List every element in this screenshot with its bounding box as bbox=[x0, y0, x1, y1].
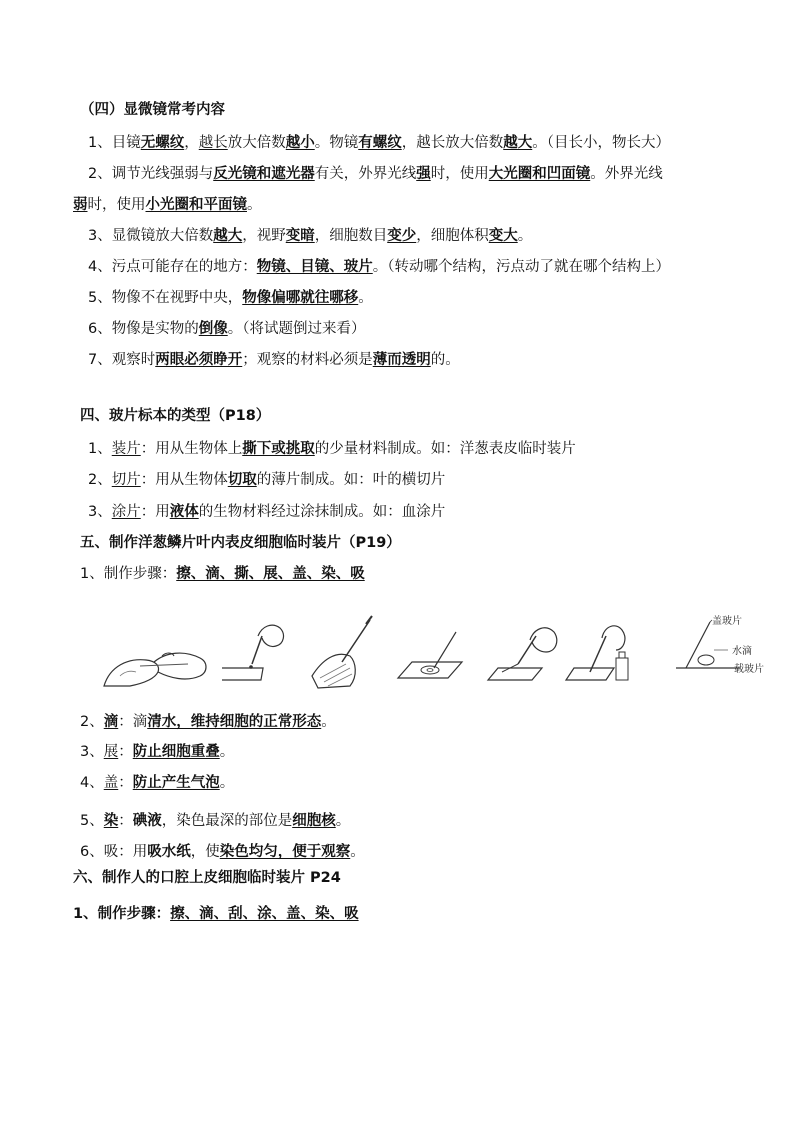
emphasized-text: 弱 bbox=[73, 197, 88, 213]
steps-line bbox=[80, 564, 365, 584]
paragraph-line bbox=[88, 257, 670, 277]
paragraph-line bbox=[80, 742, 234, 762]
spread-illustration bbox=[392, 606, 470, 692]
text-segment: 的少量材料制成。如：洋葱表皮临时装片 bbox=[314, 441, 576, 457]
text-segment: ，使 bbox=[190, 844, 220, 860]
text-segment: 4、 bbox=[80, 775, 104, 791]
section-title-microscope: （四）显微镜常考内容 bbox=[80, 102, 225, 118]
emphasized-text: 擦、滴、刮、涂、盖、染、吸 bbox=[170, 906, 359, 922]
text-segment: 5、物像不在视野中央， bbox=[88, 290, 243, 306]
wipe-illustration bbox=[100, 606, 212, 692]
text-segment: 的薄片制成。如：叶的横切片 bbox=[256, 472, 446, 488]
text-segment: 的生物材料经过涂抹制成。如：血涂片 bbox=[198, 504, 446, 520]
text-segment: 1、 bbox=[88, 441, 112, 457]
water-drop-label: 水滴 bbox=[732, 646, 752, 657]
text-segment: 。 bbox=[358, 290, 373, 306]
emphasized-text: 倒像 bbox=[198, 321, 228, 337]
paragraph-line bbox=[88, 226, 532, 246]
text-segment: 2、 bbox=[80, 714, 104, 730]
stain-illustration bbox=[560, 606, 632, 692]
emphasized-text: 变暗 bbox=[285, 228, 315, 244]
emphasized-text: 物像偏哪就往哪移 bbox=[242, 290, 359, 306]
emphasized-text: 滴 bbox=[103, 714, 119, 730]
emphasized-text: 无螺纹 bbox=[140, 135, 185, 151]
drop-illustration bbox=[222, 606, 292, 692]
text-segment: ，越长放大倍数 bbox=[401, 135, 504, 151]
paragraph-line bbox=[88, 288, 373, 308]
section-title-slides: 四、玻片标本的类型（P18） bbox=[80, 408, 271, 424]
emphasized-text: 1、制作步骤： bbox=[73, 906, 171, 922]
emphasized-text: 越大 bbox=[213, 228, 243, 244]
text-segment: 3、显微镜放大倍数 bbox=[88, 228, 214, 244]
emphasized-text: 装片 bbox=[111, 441, 141, 457]
section-title-cheek: 六、制作人的口腔上皮细胞临时装片 P24 bbox=[73, 870, 341, 886]
emphasized-text: 反光镜和遮光器 bbox=[213, 166, 315, 182]
paragraph-line bbox=[88, 350, 460, 370]
text-segment: 。 bbox=[219, 744, 235, 760]
text-segment: 。（目长小，物长大） bbox=[532, 135, 670, 151]
text-segment: 3、 bbox=[80, 744, 104, 760]
text-segment: 2、 bbox=[88, 472, 112, 488]
paragraph-line bbox=[80, 811, 350, 831]
text-segment: ： bbox=[118, 775, 133, 791]
emphasized-text: 大光圈和凹面镜 bbox=[488, 166, 591, 182]
emphasized-text: 撕下或挑取 bbox=[242, 441, 315, 457]
paragraph-line bbox=[88, 470, 445, 490]
emphasized-text: 盖 bbox=[103, 775, 119, 791]
text-segment: 。 bbox=[219, 775, 235, 791]
text-segment: ， bbox=[184, 135, 199, 151]
emphasized-text: 擦、滴、撕、展、盖、染、吸 bbox=[176, 566, 365, 582]
emphasized-text: 有螺纹 bbox=[358, 135, 402, 151]
text-segment: 放大倍数 bbox=[227, 135, 286, 151]
text-segment: ；观察的材料必须是 bbox=[242, 352, 373, 368]
text-segment: 2、调节光线强弱与 bbox=[88, 166, 214, 182]
text-segment: 时，使用 bbox=[430, 166, 489, 182]
emphasized-text: 切片 bbox=[111, 472, 141, 488]
emphasized-text: 越大 bbox=[503, 135, 533, 151]
text-segment: 时，使用 bbox=[87, 197, 146, 213]
emphasized-text: 展 bbox=[103, 744, 119, 760]
text-segment: 。 bbox=[247, 197, 262, 213]
text-segment: ： bbox=[118, 744, 133, 760]
text-segment: ： bbox=[118, 813, 133, 829]
tear-illustration bbox=[306, 606, 378, 692]
text-segment: 1、制作步骤： bbox=[80, 566, 177, 582]
emphasized-text: 变大 bbox=[488, 228, 518, 244]
text-segment: 。（将试题倒过来看） bbox=[227, 321, 366, 337]
text-segment: 7、观察时 bbox=[88, 352, 156, 368]
slide-label: 载玻片 bbox=[734, 664, 764, 675]
emphasized-text: 越小 bbox=[285, 135, 315, 151]
text-segment: 的。 bbox=[430, 352, 460, 368]
emphasized-text: 防止细胞重叠 bbox=[132, 744, 220, 760]
text-segment: ：用从生物体 bbox=[140, 472, 228, 488]
text-segment: 6、吸：用 bbox=[80, 844, 148, 860]
emphasized-text: 防止产生气泡 bbox=[132, 775, 220, 791]
emphasized-text: 小光圈和平面镜 bbox=[145, 197, 247, 213]
text-segment: ，视野 bbox=[242, 228, 286, 244]
text-segment: 。（转动哪个结构，污点动了就在哪个结构上） bbox=[372, 259, 670, 275]
emphasized-text: 薄而透明 bbox=[372, 352, 431, 368]
text-segment: 4、污点可能存在的地方： bbox=[88, 259, 257, 275]
section-title-onion: 五、制作洋葱鳞片叶内表皮细胞临时装片（P19） bbox=[80, 535, 401, 551]
text-segment: 1、目镜 bbox=[88, 135, 141, 151]
paragraph-line bbox=[88, 164, 663, 184]
emphasized-text: 吸水纸 bbox=[147, 844, 191, 860]
paragraph-line bbox=[88, 319, 365, 339]
text-segment: ：滴 bbox=[118, 714, 148, 730]
emphasized-text: 变少 bbox=[387, 228, 417, 244]
emphasized-text: 物镜、目镜、玻片 bbox=[256, 259, 373, 275]
emphasized-text: 强 bbox=[416, 166, 431, 182]
cover-slip-label: 盖玻片 bbox=[712, 616, 742, 627]
text-segment: 5、 bbox=[80, 813, 104, 829]
paragraph-line bbox=[80, 773, 234, 793]
emphasized-text: 液体 bbox=[169, 504, 199, 520]
text-segment: ：用从生物体上 bbox=[140, 441, 243, 457]
emphasized-text: 两眼必须睁开 bbox=[155, 352, 243, 368]
text-segment: 6、物像是实物的 bbox=[88, 321, 199, 337]
procedure-illustrations bbox=[100, 606, 770, 692]
text-segment: ，染色最深的部位是 bbox=[161, 813, 293, 829]
text-segment: ：用 bbox=[140, 504, 170, 520]
text-segment: 。 bbox=[335, 813, 351, 829]
emphasized-text: 细胞核 bbox=[292, 813, 336, 829]
paragraph-line bbox=[88, 439, 576, 459]
paragraph-line bbox=[88, 502, 445, 522]
paragraph-line bbox=[88, 133, 670, 153]
paragraph-line bbox=[80, 712, 336, 732]
text-segment: 。物镜 bbox=[314, 135, 359, 151]
emphasized-text: 涂片 bbox=[111, 504, 141, 520]
text-segment: ，细胞数目 bbox=[314, 228, 388, 244]
paragraph-line bbox=[80, 842, 365, 862]
text-segment: 3、 bbox=[88, 504, 112, 520]
emphasized-text: 越长 bbox=[198, 135, 228, 151]
text-segment: 。 bbox=[517, 228, 533, 244]
emphasized-text: 碘液 bbox=[132, 813, 162, 829]
emphasized-text: 染 bbox=[103, 813, 119, 829]
emphasized-text: 切取 bbox=[227, 472, 257, 488]
text-segment: 。 bbox=[321, 714, 336, 730]
emphasized-text: 染色均匀，便于观察 bbox=[219, 844, 351, 860]
paragraph-line bbox=[73, 195, 262, 215]
steps-line bbox=[73, 904, 359, 924]
text-segment: ，细胞体积 bbox=[416, 228, 489, 244]
text-segment: 有关，外界光线 bbox=[314, 166, 417, 182]
emphasized-text: 清水，维持细胞的正常形态 bbox=[147, 714, 322, 730]
cover-slip-diagram bbox=[672, 606, 770, 692]
text-segment: 。 bbox=[350, 844, 365, 860]
cover-illustration bbox=[484, 606, 564, 692]
text-segment: 。外界光线 bbox=[590, 166, 663, 182]
